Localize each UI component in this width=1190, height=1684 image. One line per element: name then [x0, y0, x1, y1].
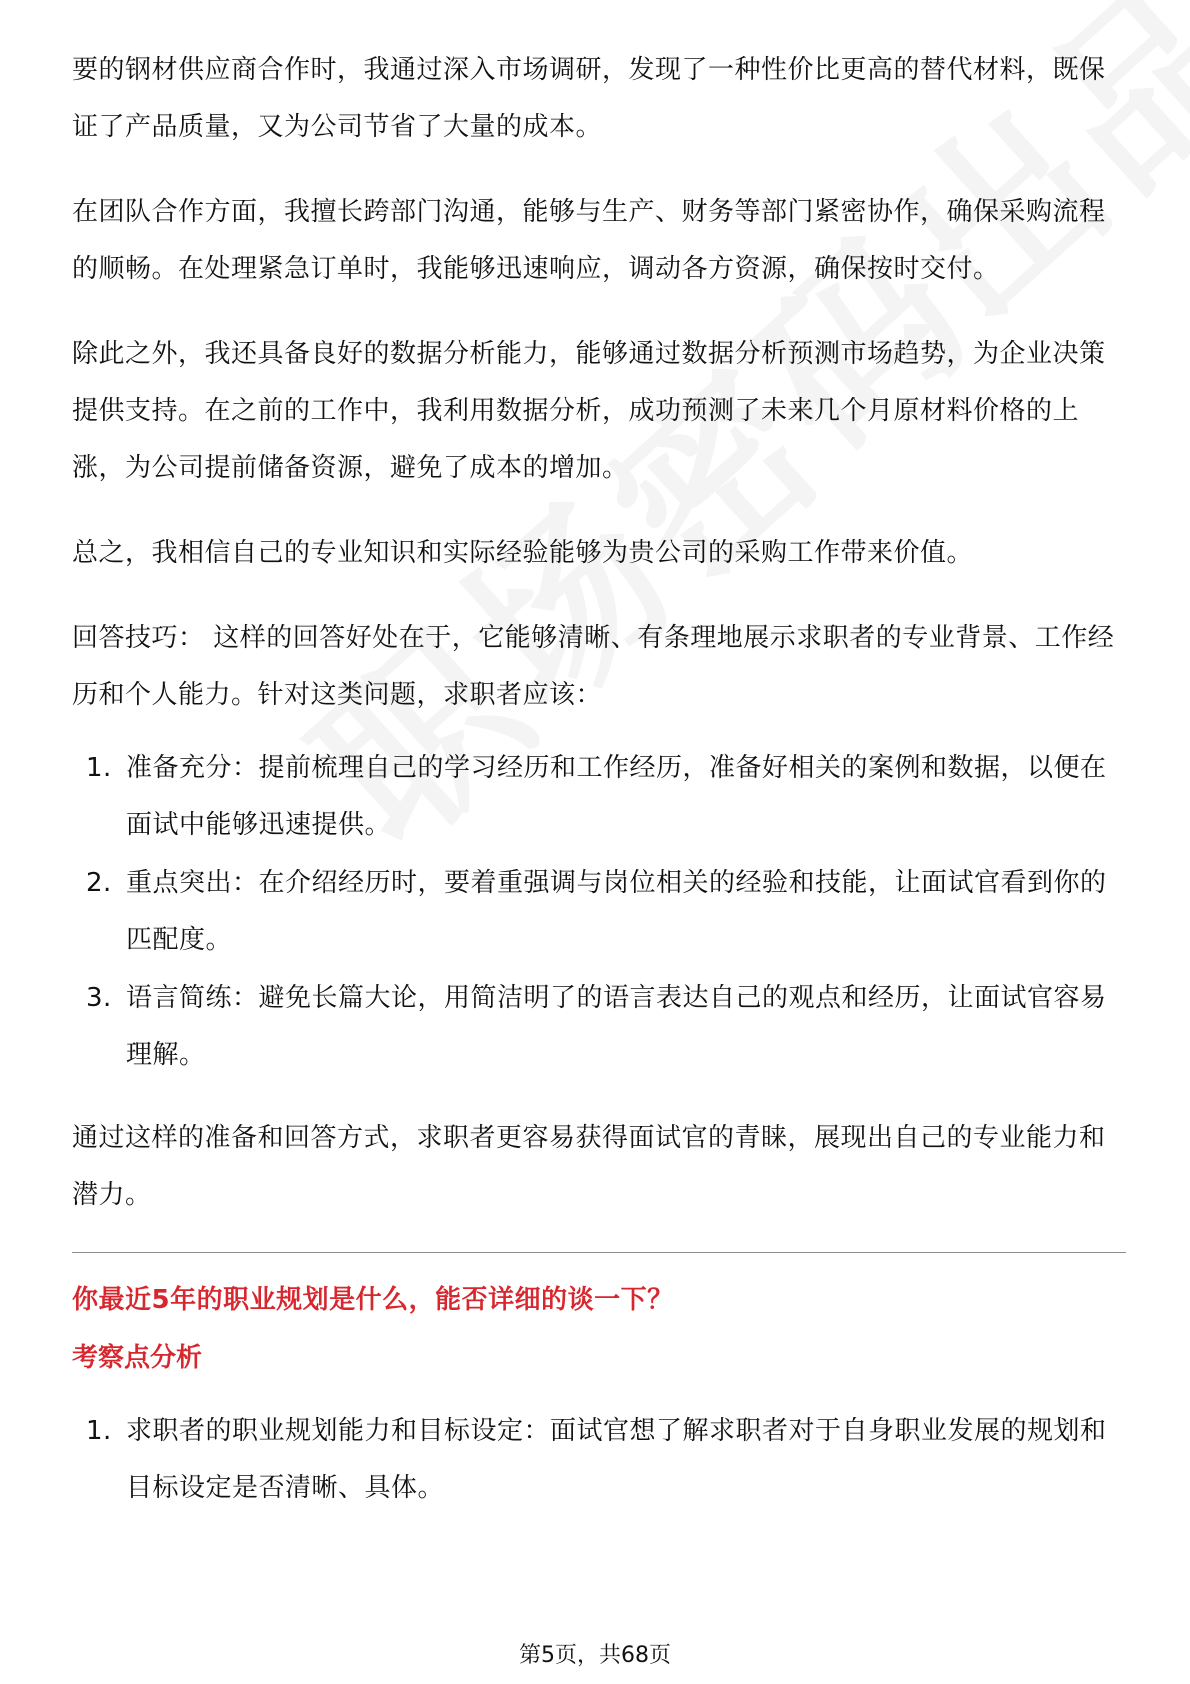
- tips-list: [72, 740, 1122, 1084]
- list-number: 1.: [86, 753, 112, 783]
- analysis-points-list: [72, 1403, 1122, 1517]
- list-number: 3.: [86, 983, 112, 1013]
- paragraph-answer-tips: 回答技巧： 这样的回答好处在于，它能够清晰、有条理地展示求职者的专业背景、工作经历和个人能力。针对这类问题，求职者应该：: [72, 623, 1115, 710]
- paragraph-teamwork: 在团队合作方面，我擅长跨部门沟通，能够与生产、财务等部门紧密协作，确保采购流程的顺畅。在处理紧急订单时，我能够迅速响应，调动各方资源，确保按时交付。: [72, 197, 1106, 284]
- list-item: [72, 1403, 1122, 1517]
- paragraph-summary: 总之，我相信自己的专业知识和实际经验能够为贵公司的采购工作带来价值。: [72, 538, 974, 568]
- list-item: [72, 970, 1122, 1084]
- analysis-heading: 考察点分析: [72, 1343, 203, 1373]
- list-item-text: 求职者的职业规划能力和目标设定：面试官想了解求职者对于自身职业发展的规划和目标设定是否清晰、具体。: [126, 1416, 1107, 1503]
- paragraph-data-analysis: 除此之外，我还具备良好的数据分析能力，能够通过数据分析预测市场趋势，为企业决策提供支持。在之前的工作中，我利用数据分析，成功预测了未来几个月原材料价格的上涨，为公司提前储备资源，避免了成本的增加。: [72, 339, 1106, 483]
- list-item-text: 准备充分：提前梳理自己的学习经历和工作经历，准备好相关的案例和数据，以便在面试中能够迅速提供。: [126, 753, 1107, 840]
- list-number: 2.: [86, 868, 112, 898]
- question-title: 你最近5年的职业规划是什么，能否详细的谈一下？: [72, 1285, 674, 1315]
- page-number: 第5页，共68页: [519, 1643, 671, 1668]
- list-item: [72, 855, 1122, 969]
- paragraph-conclusion: 通过这样的准备和回答方式，求职者更容易获得面试官的青睐，展现出自己的专业能力和潜力。: [72, 1123, 1106, 1210]
- section-divider: [72, 1252, 1126, 1253]
- document-body: [72, 42, 1122, 1543]
- list-item-text: 重点突出：在介绍经历时，要着重强调与岗位相关的经验和技能，让面试官看到你的匹配度。: [126, 868, 1107, 955]
- paragraph-cost-saving: 要的钢材供应商合作时，我通过深入市场调研，发现了一种性价比更高的替代材料，既保证了产品质量，又为公司节省了大量的成本。: [72, 55, 1106, 142]
- list-number: 1.: [86, 1416, 112, 1446]
- list-item: [72, 740, 1122, 854]
- list-item-text: 语言简练：避免长篇大论，用简洁明了的语言表达自己的观点和经历，让面试官容易理解。: [126, 983, 1107, 1070]
